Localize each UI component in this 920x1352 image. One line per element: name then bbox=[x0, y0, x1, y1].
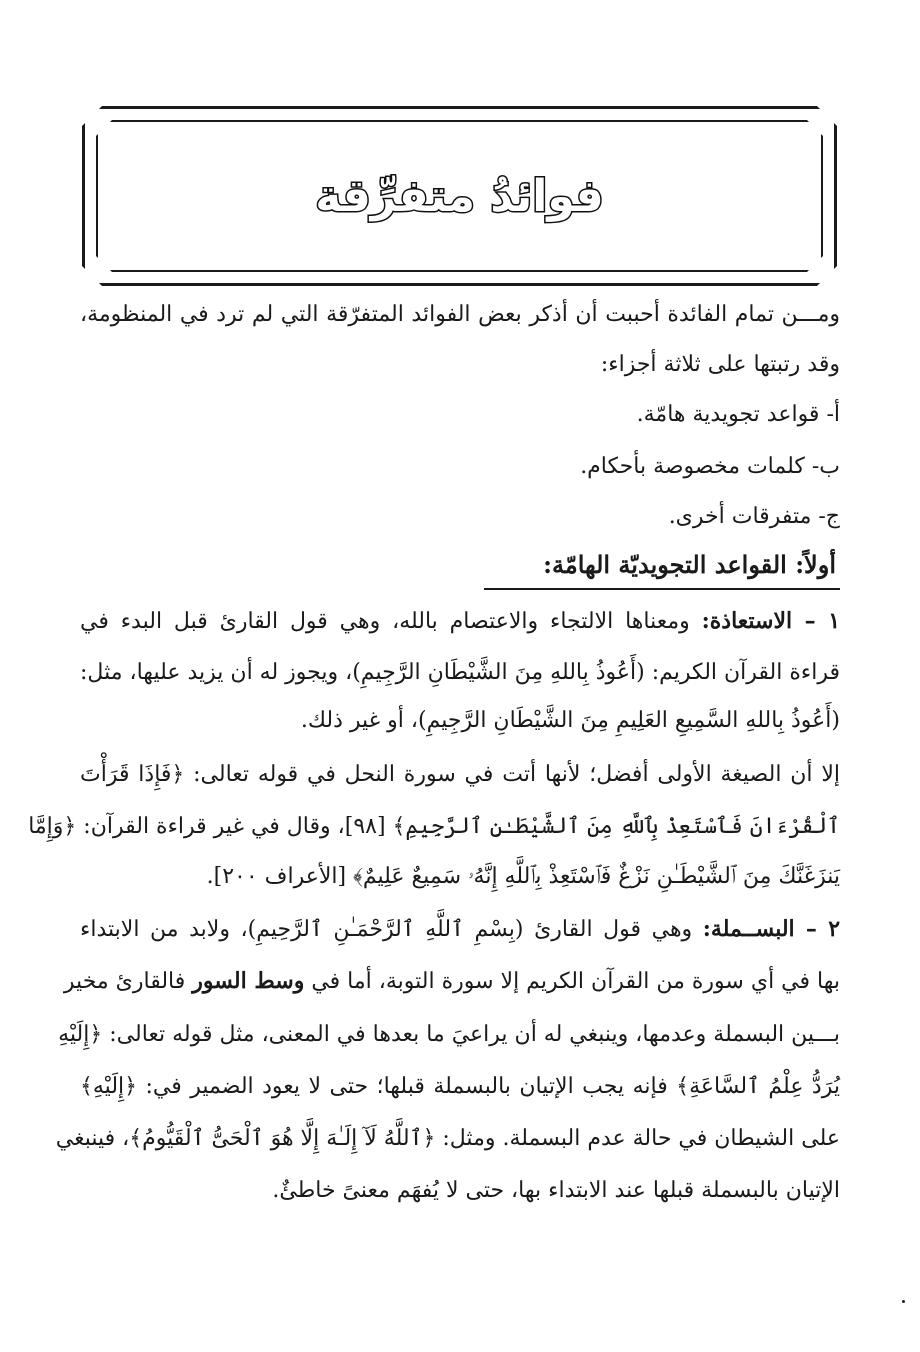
heading-underline bbox=[484, 588, 840, 590]
paragraph-line: قراءة القرآن الكريم: (أَعُوذُ بِاللهِ مِنَ الشَّيْطَانِ الرَّجِيمِ)، ويجوز له أن يزيد عليها، مثل: bbox=[80, 660, 840, 685]
page-speck bbox=[902, 1300, 905, 1303]
paragraph-line bbox=[63, 968, 840, 994]
term-isti-adha: ١ – الاستعاذة: bbox=[701, 608, 841, 634]
paragraph-line: يُرَدُّ عِلْمُ ٱلسَّاعَةِ﴾ فإنه يجب الإتيان بالبسملة قبلها؛ حتى لا يعود الضمير في: ﴿إِلَيْهِ﴾ bbox=[80, 1074, 840, 1099]
paragraph-text: بها في أي سورة من القرآن الكريم إلا سورة التوبة، أما في bbox=[311, 969, 840, 994]
intro-line-1: ومـــن تمام الفائدة أحببت أن أذكر بعض الفوائد المتفرّقة التي لم ترد في المنظومة، bbox=[80, 302, 840, 327]
paragraph-line: يَنزَغَنَّكَ مِنَ ٱلشَّيْطَـٰنِ نَزْغٌ فَٱسْتَعِذْ بِٱللَّهِ إِنَّهُۥ سَمِيعٌ عَلِيمٌ﴾ [الأعراف ٢٠٠]. bbox=[206, 864, 840, 889]
paragraph-line: الإتيان بالبسملة قبلها عند الابتداء بها، حتى لا يُفهَم معنىً خاطئٌ. bbox=[272, 1178, 840, 1203]
paragraph-line bbox=[80, 608, 840, 634]
paragraph-line: على الشيطان في حالة عدم البسملة. ومثل: ﴿ٱللَّهُ لَآ إِلَـٰهَ إِلَّا هُوَ ٱلْحَىُّ ٱلْقَيُّومُ﴾، فينبغي bbox=[55, 1126, 840, 1151]
paragraph-line bbox=[80, 916, 840, 942]
intro-line-2: وقد رتبتها على ثلاثة أجزاء: bbox=[600, 352, 840, 377]
paragraph-text: ومعناها الالتجاء والاعتصام بالله، وهي قول القارئ قبل البدء في bbox=[80, 609, 690, 634]
list-item: ج- متفرقات أخرى. bbox=[668, 504, 840, 529]
list-item: أ- قواعد تجويدية هامّة. bbox=[636, 402, 840, 427]
page-title: فوائدُ متفرِّقة bbox=[315, 170, 604, 222]
paragraph-line: بـــين البسملة وعدمها، وينبغي له أن يراعيَ ما بعدها في المعنى، مثل قوله تعالى: ﴿إِلَيْهِ bbox=[58, 1022, 840, 1047]
paragraph-line: إلا أن الصيغة الأولى أفضل؛ لأنها أتت في سورة النحل في قوله تعالى: ﴿فَإِذَا قَرَأْتَ bbox=[80, 762, 840, 787]
emphasis-text: وسط السور bbox=[192, 968, 305, 994]
list-item: ب- كلمات مخصوصة بأحكام. bbox=[580, 454, 840, 479]
paragraph-text: فالقارئ مخير bbox=[63, 969, 186, 994]
paragraph-line: (أَعُوذُ بِاللهِ السَّمِيعِ العَلِيمِ مِنَ الشَّيْطَانِ الرَّجِيمِ)، أو غير ذلك. bbox=[300, 708, 840, 733]
paragraph-line: ٱلْقُرْءَانَ فَٱسْتَعِذْ بِٱللَّهِ مِنَ ٱلشَّيْطَـٰنِ ٱلرَّجِيمِ﴾ [٩٨]، وقال في غير قراءة القرآن: ﴿وَإِمَّا bbox=[28, 814, 840, 839]
paragraph-text: وهي قول القارئ (بِسْمِ ٱللَّهِ ٱلرَّحْمَـٰنِ ٱلرَّحِيمِ)، ولابد من الابتداء bbox=[80, 917, 693, 942]
term-basmala: ٢ – البســملة: bbox=[702, 916, 841, 942]
section-heading: أولاً: القواعد التجويديّة الهامّة: bbox=[543, 550, 836, 579]
